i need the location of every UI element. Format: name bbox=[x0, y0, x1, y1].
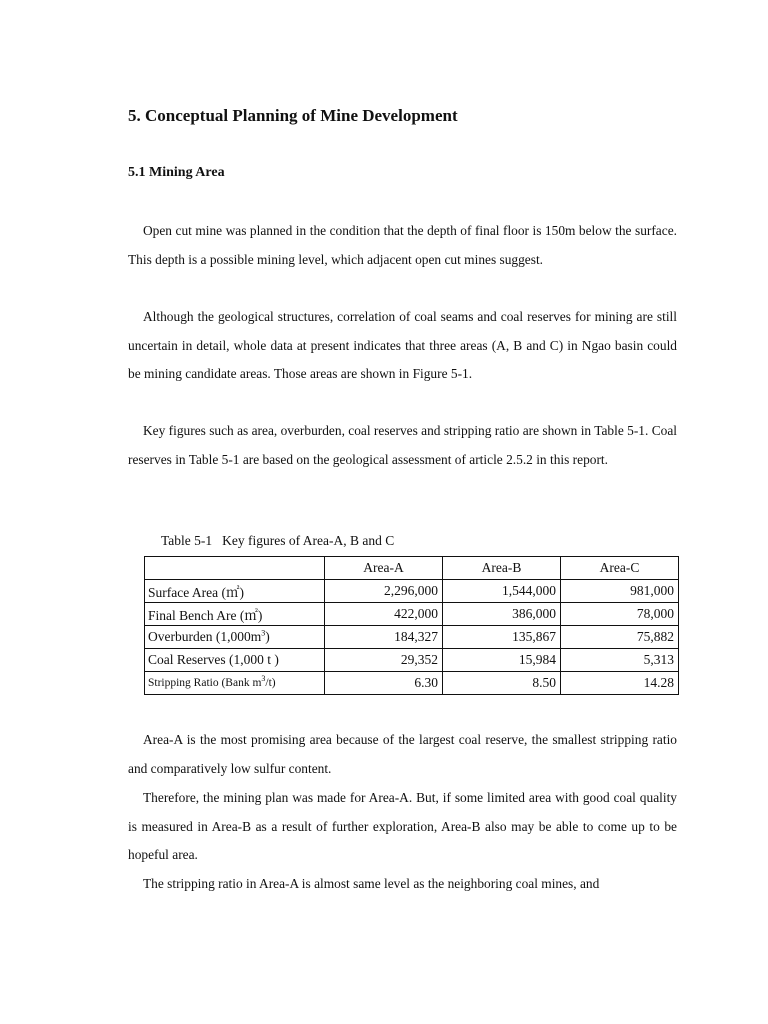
table-row bbox=[145, 626, 679, 649]
table-cell: 1,544,000 bbox=[443, 580, 561, 603]
table-caption-text: Key figures of Area-A, B and C bbox=[222, 533, 395, 548]
key-figures-table bbox=[144, 556, 679, 695]
column-header-area-c: Area-C bbox=[561, 557, 679, 580]
table-cell: 422,000 bbox=[325, 603, 443, 626]
row-label-surface-area: Surface Area (㎡) bbox=[145, 580, 325, 603]
table-cell: 5,313 bbox=[561, 649, 679, 672]
paragraph-depth: Open cut mine was planned in the condition that the depth of final floor is 150m below the surface. This depth is a possible mining level, which adjacent open cut mines suggest. bbox=[128, 223, 677, 267]
table-cell: 386,000 bbox=[443, 603, 561, 626]
table-cell: 75,882 bbox=[561, 626, 679, 649]
paragraph-area-a-promising: Area-A is the most promising area because of the largest coal reserve, the smallest stripping ratio and comparatively low sulfur content. bbox=[128, 732, 677, 776]
table-header-row bbox=[145, 557, 679, 580]
row-label-overburden bbox=[145, 626, 325, 649]
table-cell: 29,352 bbox=[325, 649, 443, 672]
table-cell: 8.50 bbox=[443, 672, 561, 695]
row-label-overburden-close: ) bbox=[265, 629, 270, 644]
row-label-final-bench: Final Bench Are (㎡) bbox=[145, 603, 325, 626]
table-row bbox=[145, 603, 679, 626]
table-cell: 15,984 bbox=[443, 649, 561, 672]
row-label-stripping-ratio-text: Stripping Ratio (Bank m bbox=[148, 677, 262, 689]
table-cell: 6.30 bbox=[325, 672, 443, 695]
table-row bbox=[145, 580, 679, 603]
table-cell: 2,296,000 bbox=[325, 580, 443, 603]
row-label-stripping-ratio bbox=[145, 672, 325, 695]
column-header-area-a: Area-A bbox=[325, 557, 443, 580]
table-row bbox=[145, 649, 679, 672]
row-label-stripping-ratio-close: /t) bbox=[265, 677, 276, 689]
column-header-area-b: Area-B bbox=[443, 557, 561, 580]
table-corner-cell bbox=[145, 557, 325, 580]
table-caption bbox=[161, 533, 394, 549]
table-cell: 135,867 bbox=[443, 626, 561, 649]
paragraph-mining-plan: Therefore, the mining plan was made for Area-A. But, if some limited area with good coal quality is measured in Area-B as a result of further exploration, Area-B also may be able to come up to be hopeful area. bbox=[128, 790, 677, 863]
table-caption-number: Table 5-1 bbox=[161, 533, 213, 548]
superscript-3: 3 bbox=[261, 674, 266, 684]
subsection-heading: 5.1 Mining Area bbox=[128, 165, 225, 180]
table-cell: 184,327 bbox=[325, 626, 443, 649]
paragraph-candidate-areas: Although the geological structures, correlation of coal seams and coal reserves for mining are still uncertain in detail, whole data at present indicates that three areas (A, B and C) in Ngao basin could be mining candidate areas. Those areas are shown in Figure 5-1. bbox=[128, 309, 677, 382]
table-cell: 981,000 bbox=[561, 580, 679, 603]
table-cell: 78,000 bbox=[561, 603, 679, 626]
table-row bbox=[145, 672, 679, 695]
section-heading: 5. Conceptual Planning of Mine Development bbox=[128, 106, 458, 125]
row-label-overburden-text: Overburden (1,000m bbox=[148, 629, 262, 644]
table-cell: 14.28 bbox=[561, 672, 679, 695]
paragraph-stripping-ratio: The stripping ratio in Area-A is almost same level as the neighboring coal mines, and bbox=[143, 876, 600, 891]
superscript-3: 3 bbox=[261, 628, 266, 638]
paragraph-key-figures: Key figures such as area, overburden, coal reserves and stripping ratio are shown in Table 5-1. Coal reserves in Table 5-1 are based on the geological assessment of article 2.5.2 in this report. bbox=[128, 423, 677, 467]
row-label-coal-reserves: Coal Reserves (1,000 t ) bbox=[145, 649, 325, 672]
